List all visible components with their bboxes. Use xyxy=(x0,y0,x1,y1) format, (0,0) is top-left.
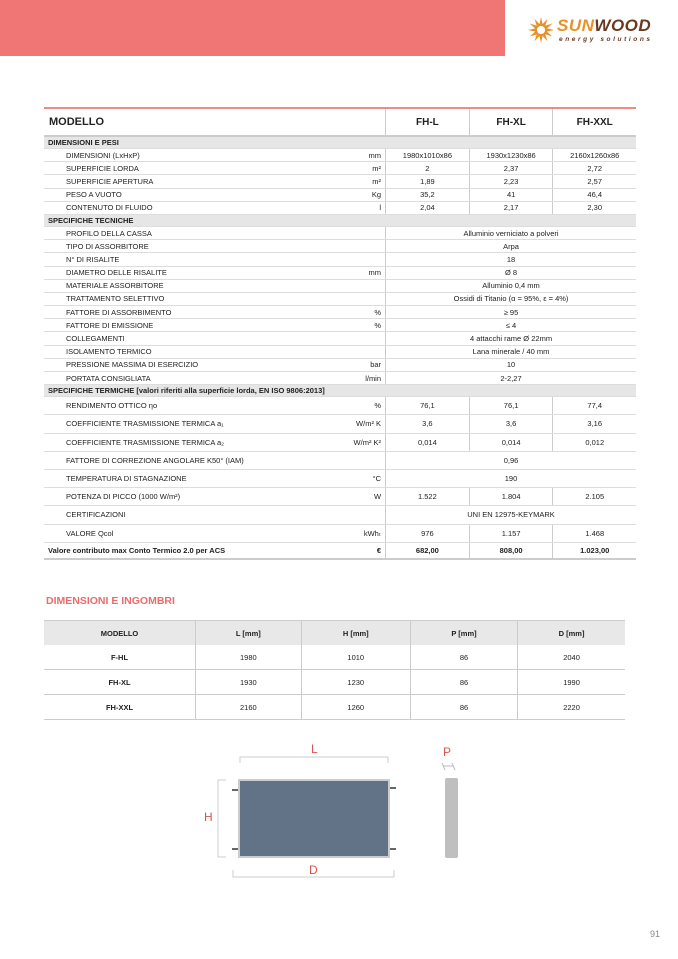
cell-value: 46,4 xyxy=(553,188,636,201)
table-row xyxy=(44,451,636,469)
cell-value: 2 xyxy=(386,162,470,175)
model-column-header: FH-XL xyxy=(469,108,553,136)
cell-value: 41 xyxy=(469,188,553,201)
row-label: CONTENUTO DI FLUIDO xyxy=(44,201,337,214)
row-label: RENDIMENTO OTTICO ηo xyxy=(44,397,337,415)
cell-value: 1010 xyxy=(301,645,410,670)
label-p: P xyxy=(443,745,452,759)
row-unit: W xyxy=(337,488,386,506)
h-dimension-line xyxy=(218,780,226,857)
row-unit xyxy=(337,345,386,358)
cell-value: 86 xyxy=(410,670,517,695)
total-row xyxy=(44,542,636,559)
cell-value: 2,30 xyxy=(553,201,636,214)
table-row xyxy=(44,488,636,506)
table-header-row xyxy=(44,108,636,136)
cell-value: 3,6 xyxy=(469,415,553,433)
cell-value: Alluminio verniciato a polveri xyxy=(386,226,636,239)
brand-tagline: energy solutions xyxy=(559,36,653,43)
cell-value: 2,37 xyxy=(469,162,553,175)
row-label: ISOLAMENTO TERMICO xyxy=(44,345,337,358)
cell-value: 1.804 xyxy=(469,488,553,506)
cell-value: 1980x1010x86 xyxy=(386,149,470,162)
row-label: PORTATA CONSIGLIATA xyxy=(44,372,337,385)
dimension-diagram xyxy=(190,730,490,900)
page-number: 91 xyxy=(650,929,661,939)
table-row xyxy=(44,201,636,214)
row-label: PESO A VUOTO xyxy=(44,188,337,201)
sun-icon xyxy=(527,16,555,44)
table-row xyxy=(44,345,636,358)
cell-value: Ossidi di Titanio (α = 95%, ε = 4%) xyxy=(386,292,636,305)
row-unit: % xyxy=(337,306,386,319)
header-band xyxy=(0,0,505,56)
row-unit xyxy=(337,279,386,292)
cell-value: 1930 xyxy=(196,670,302,695)
cell-value: 2,04 xyxy=(386,201,470,214)
cell-value: 2.105 xyxy=(553,488,636,506)
row-unit: % xyxy=(337,319,386,332)
table-row xyxy=(44,175,636,188)
table-row xyxy=(44,397,636,415)
row-label: SUPERFICIE LORDA xyxy=(44,162,337,175)
cell-value: Ø 8 xyxy=(386,266,636,279)
row-unit xyxy=(337,506,386,524)
cell-value: 0,012 xyxy=(553,433,636,451)
model-cell: FH-XL xyxy=(44,670,196,695)
cell-value: 190 xyxy=(386,469,636,487)
table-row xyxy=(44,188,636,201)
row-unit xyxy=(337,292,386,305)
table-row xyxy=(44,319,636,332)
cell-value: 1.157 xyxy=(469,524,553,542)
cell-value: 2160 xyxy=(196,695,302,720)
table-row xyxy=(44,358,636,371)
panel-side-view xyxy=(445,778,458,858)
cell-value: 2040 xyxy=(518,645,625,670)
row-label: PROFILO DELLA CASSA xyxy=(44,226,337,239)
cell-value: 86 xyxy=(410,695,517,720)
cell-value: 976 xyxy=(386,524,470,542)
row-label: CERTIFICAZIONI xyxy=(44,506,337,524)
cell-value: 1.468 xyxy=(553,524,636,542)
table-row xyxy=(44,645,625,670)
cell-value: Alluminio 0,4 mm xyxy=(386,279,636,292)
section-title: DIMENSIONI E INGOMBRI xyxy=(46,595,175,607)
row-label: FATTORE DI EMISSIONE xyxy=(44,319,337,332)
cell-value: 1.023,00 xyxy=(553,542,636,559)
table-row xyxy=(44,266,636,279)
l-dimension-line xyxy=(240,757,388,763)
table-row xyxy=(44,226,636,239)
row-label: COLLEGAMENTI xyxy=(44,332,337,345)
row-label: VALORE Qcol xyxy=(44,524,337,542)
table-row xyxy=(44,149,636,162)
column-header: MODELLO xyxy=(44,621,196,646)
table-row xyxy=(44,415,636,433)
row-label: MATERIALE ASSORBITORE xyxy=(44,279,337,292)
row-label: FATTORE DI ASSORBIMENTO xyxy=(44,306,337,319)
cell-value: 808,00 xyxy=(469,542,553,559)
row-unit xyxy=(337,253,386,266)
model-column-header: FH-XXL xyxy=(553,108,636,136)
dimensions-table xyxy=(44,620,625,720)
row-unit xyxy=(337,240,386,253)
row-label: COEFFICIENTE TRASMISSIONE TERMICA a₂ xyxy=(44,433,337,451)
row-unit: € xyxy=(337,542,386,559)
cell-value: 1230 xyxy=(301,670,410,695)
label-h: H xyxy=(204,810,213,824)
row-label: DIMENSIONI (LxHxP) xyxy=(44,149,337,162)
cell-value: 2,23 xyxy=(469,175,553,188)
column-header: D [mm] xyxy=(518,621,625,646)
row-label: COEFFICIENTE TRASMISSIONE TERMICA a₁ xyxy=(44,415,337,433)
cell-value: 86 xyxy=(410,645,517,670)
row-unit xyxy=(337,226,386,239)
cell-value: 0,014 xyxy=(386,433,470,451)
table-row xyxy=(44,306,636,319)
section-header-row xyxy=(44,136,636,149)
column-header: H [mm] xyxy=(301,621,410,646)
row-label: FATTORE DI CORREZIONE ANGOLARE K50° (IAM) xyxy=(44,451,337,469)
cell-value: ≥ 95 xyxy=(386,306,636,319)
table-row xyxy=(44,372,636,385)
spec-table xyxy=(44,107,636,560)
cell-value: 10 xyxy=(386,358,636,371)
row-label: N° DI RISALITE xyxy=(44,253,337,266)
cell-value: 0,014 xyxy=(469,433,553,451)
row-label: TIPO DI ASSORBITORE xyxy=(44,240,337,253)
row-unit: kWhₜ xyxy=(337,524,386,542)
row-unit: l xyxy=(337,201,386,214)
cell-value: 1980 xyxy=(196,645,302,670)
label-l: L xyxy=(311,742,318,756)
label-d: D xyxy=(309,863,318,877)
cell-value: 76,1 xyxy=(386,397,470,415)
p-dimension-mark xyxy=(442,763,455,770)
table-row xyxy=(44,162,636,175)
section-header-row xyxy=(44,214,636,226)
cell-value: 2160x1260x86 xyxy=(553,149,636,162)
cell-value: 1,89 xyxy=(386,175,470,188)
cell-value: 76,1 xyxy=(469,397,553,415)
cell-value: 4 attacchi rame Ø 22mm xyxy=(386,332,636,345)
row-label: POTENZA DI PICCO (1000 W/m²) xyxy=(44,488,337,506)
row-label: TRATTAMENTO SELETTIVO xyxy=(44,292,337,305)
model-header: MODELLO xyxy=(44,108,386,136)
model-cell: FH-XXL xyxy=(44,695,196,720)
row-unit: mm xyxy=(337,266,386,279)
cell-value: Lana minerale / 40 mm xyxy=(386,345,636,358)
table-row xyxy=(44,253,636,266)
model-cell: F-HL xyxy=(44,645,196,670)
row-unit xyxy=(337,332,386,345)
cell-value: 18 xyxy=(386,253,636,266)
table-row xyxy=(44,279,636,292)
table-row xyxy=(44,332,636,345)
row-label: SUPERFICIE APERTURA xyxy=(44,175,337,188)
sunwood-logo xyxy=(527,16,667,52)
model-column-header: FH-L xyxy=(386,108,470,136)
cell-value: 3,6 xyxy=(386,415,470,433)
column-header: P [mm] xyxy=(410,621,517,646)
section-title: SPECIFICHE TECNICHE xyxy=(44,214,636,226)
row-unit: W/m² K xyxy=(337,415,386,433)
section-title: SPECIFICHE TERMICHE [valori riferiti alla superficie lorda, EN ISO 9806:2013] xyxy=(44,385,636,397)
cell-value: 1.522 xyxy=(386,488,470,506)
row-label: Valore contributo max Conto Termico 2.0 per ACS xyxy=(44,542,337,559)
row-unit: °C xyxy=(337,469,386,487)
cell-value: 1930x1230x86 xyxy=(469,149,553,162)
table-row xyxy=(44,240,636,253)
table-row xyxy=(44,524,636,542)
cell-value: 35,2 xyxy=(386,188,470,201)
row-unit: mm xyxy=(337,149,386,162)
cell-value: ≤ 4 xyxy=(386,319,636,332)
row-unit: m² xyxy=(337,162,386,175)
table-row xyxy=(44,670,625,695)
collector-panel xyxy=(239,780,389,857)
table-row xyxy=(44,695,625,720)
cell-value: 2,72 xyxy=(553,162,636,175)
cell-value: Arpa xyxy=(386,240,636,253)
section-title: DIMENSIONI E PESI xyxy=(44,136,636,149)
table-row xyxy=(44,506,636,524)
row-label: PRESSIONE MASSIMA DI ESERCIZIO xyxy=(44,358,337,371)
cell-value: 1990 xyxy=(518,670,625,695)
cell-value: 1260 xyxy=(301,695,410,720)
section-header-row xyxy=(44,385,636,397)
row-unit xyxy=(337,451,386,469)
cell-value: 2,17 xyxy=(469,201,553,214)
row-label: TEMPERATURA DI STAGNAZIONE xyxy=(44,469,337,487)
column-header: L [mm] xyxy=(196,621,302,646)
table-row xyxy=(44,433,636,451)
cell-value: 0,96 xyxy=(386,451,636,469)
cell-value: 2-2,27 xyxy=(386,372,636,385)
row-unit: Kg xyxy=(337,188,386,201)
row-unit: m² xyxy=(337,175,386,188)
cell-value: UNI EN 12975-KEYMARK xyxy=(386,506,636,524)
row-unit: W/m² K² xyxy=(337,433,386,451)
cell-value: 2,57 xyxy=(553,175,636,188)
cell-value: 682,00 xyxy=(386,542,470,559)
row-unit: % xyxy=(337,397,386,415)
cell-value: 3,16 xyxy=(553,415,636,433)
brand-name: SUNWOOD xyxy=(557,16,652,35)
row-label: DIAMETRO DELLE RISALITE xyxy=(44,266,337,279)
row-unit: l/min xyxy=(337,372,386,385)
row-unit: bar xyxy=(337,358,386,371)
table-row xyxy=(44,469,636,487)
cell-value: 2220 xyxy=(518,695,625,720)
cell-value: 77,4 xyxy=(553,397,636,415)
table-row xyxy=(44,292,636,305)
